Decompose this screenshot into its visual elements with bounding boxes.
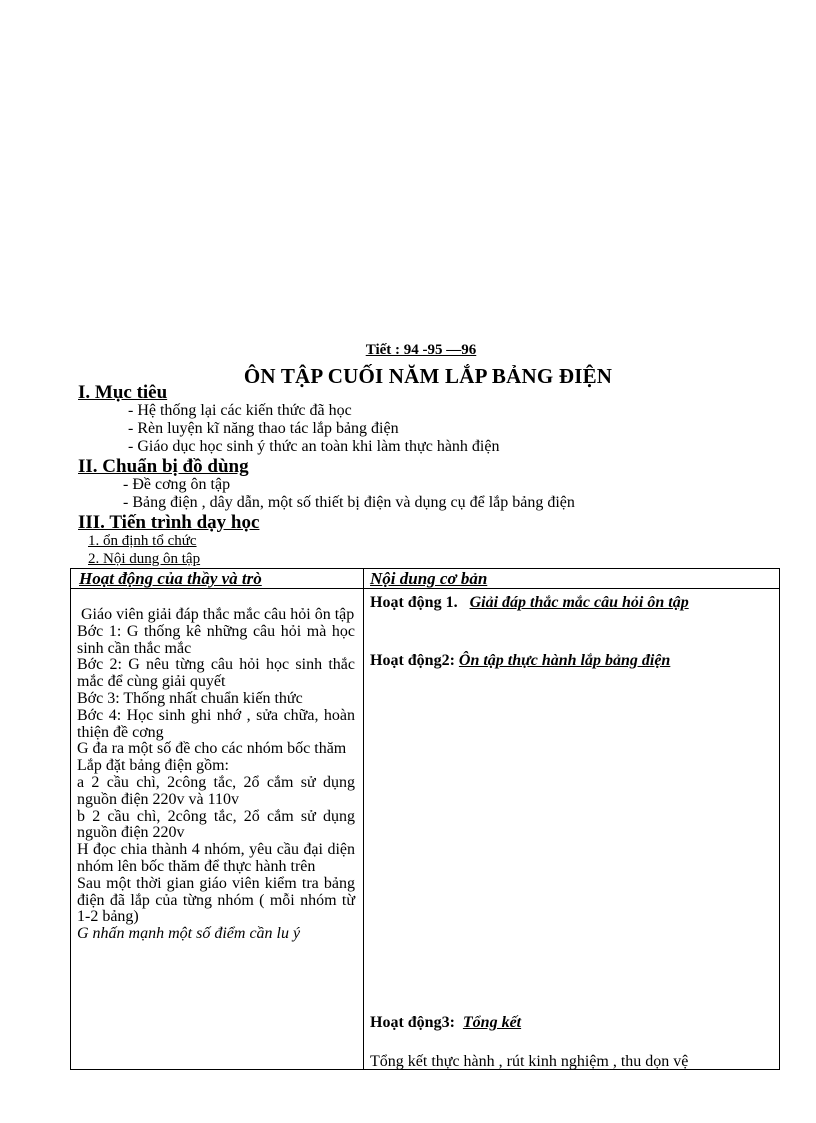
process-step: 1. ổn định tổ chức xyxy=(88,533,197,549)
activity-paragraph: b 2 cầu chì, 2công tắc, 2ổ cắm sử dụng nguồn điện 220v xyxy=(77,807,355,842)
column-divider xyxy=(363,569,364,1069)
activity-paragraph: Bớc 3: Thống nhất chuẩn kiến thức xyxy=(77,689,303,707)
lesson-title: ÔN TẬP CUỐI NĂM LẮP BẢNG ĐIỆN xyxy=(243,364,613,388)
activity-paragraph: G nhấn mạnh một số điểm cần lu ý xyxy=(77,925,301,943)
objective-item: - Giáo dục học sinh ý thức an toàn khi làm thực hành điện xyxy=(128,438,500,455)
activity-2 xyxy=(370,651,776,670)
period-label: Tiết : 94 -95 —96 xyxy=(365,342,477,358)
content-column-header: Nội dung cơ bản xyxy=(370,569,488,588)
activity-paragraph: Sau một thời gian giáo viên kiểm tra bảng điện đã lắp của từng nhóm ( mỗi nhóm từ 1-2 bảng) xyxy=(77,874,355,926)
activity-2-title: Ôn tập thực hành lắp bảng điện xyxy=(458,652,671,669)
activity-1 xyxy=(370,593,776,612)
activity-3-label: Hoạt động3: xyxy=(370,1014,455,1031)
activity-paragraph: H đọc chia thành 4 nhóm, yêu cầu đại diện nhóm lên bốc thăm để thực hành trên xyxy=(77,841,355,875)
lesson-table xyxy=(70,568,780,1070)
teacher-activities xyxy=(77,607,355,943)
section-preparation-heading: II. Chuẩn bị đồ dùng xyxy=(78,456,249,477)
activity-paragraph: Lắp đặt bảng điện gồm: xyxy=(77,757,229,775)
activity-3 xyxy=(370,1013,776,1032)
activity-1-label: Hoạt động 1. xyxy=(370,594,458,611)
section-process-heading: III. Tiến trình dạy học xyxy=(78,512,260,533)
activity-paragraph: G đa ra một số đề cho các nhóm bốc thăm xyxy=(77,740,347,758)
objective-item: - Hệ thống lại các kiến thức đã học xyxy=(128,402,352,419)
teacher-student-column-header: Hoạt động của thầy và trò xyxy=(79,569,262,588)
preparation-item: - Đề cơng ôn tập xyxy=(123,476,231,493)
activity-3-text: Tổng kết thực hành , rút kinh nghiệm , thu dọn vệ xyxy=(370,1053,689,1070)
activity-paragraph: a 2 cầu chì, 2công tắc, 2ổ cắm sử dụng nguồn điện 220v và 110v xyxy=(77,773,355,808)
activity-paragraph: Bớc 1: G thống kê những câu hỏi mà học sinh cần thắc mắc xyxy=(77,622,355,657)
process-step: 2. Nội dung ôn tập xyxy=(88,551,201,567)
activity-paragraph: Bớc 2: G nêu từng câu hỏi học sinh thắc mắc để cùng giải quyết xyxy=(77,656,355,691)
section-objectives-heading: I. Mục tiêu xyxy=(78,382,168,403)
activity-1-title: Giải đáp thắc mắc câu hỏi ôn tập xyxy=(469,594,689,611)
objective-item: - Rèn luyện kĩ năng thao tác lắp bảng điện xyxy=(128,420,399,437)
activity-3-title: Tổng kết xyxy=(462,1014,522,1031)
activity-paragraph: Bớc 4: Học sinh ghi nhớ , sửa chữa, hoàn thiện đề cơng xyxy=(77,706,355,741)
activity-2-label: Hoạt động2: xyxy=(370,652,455,669)
activity-paragraph: Giáo viên giải đáp thắc mắc câu hỏi ôn tập xyxy=(81,606,355,623)
preparation-item: - Bảng điện , dây dẫn, một số thiết bị điện và dụng cụ để lắp bảng điện xyxy=(123,494,575,511)
